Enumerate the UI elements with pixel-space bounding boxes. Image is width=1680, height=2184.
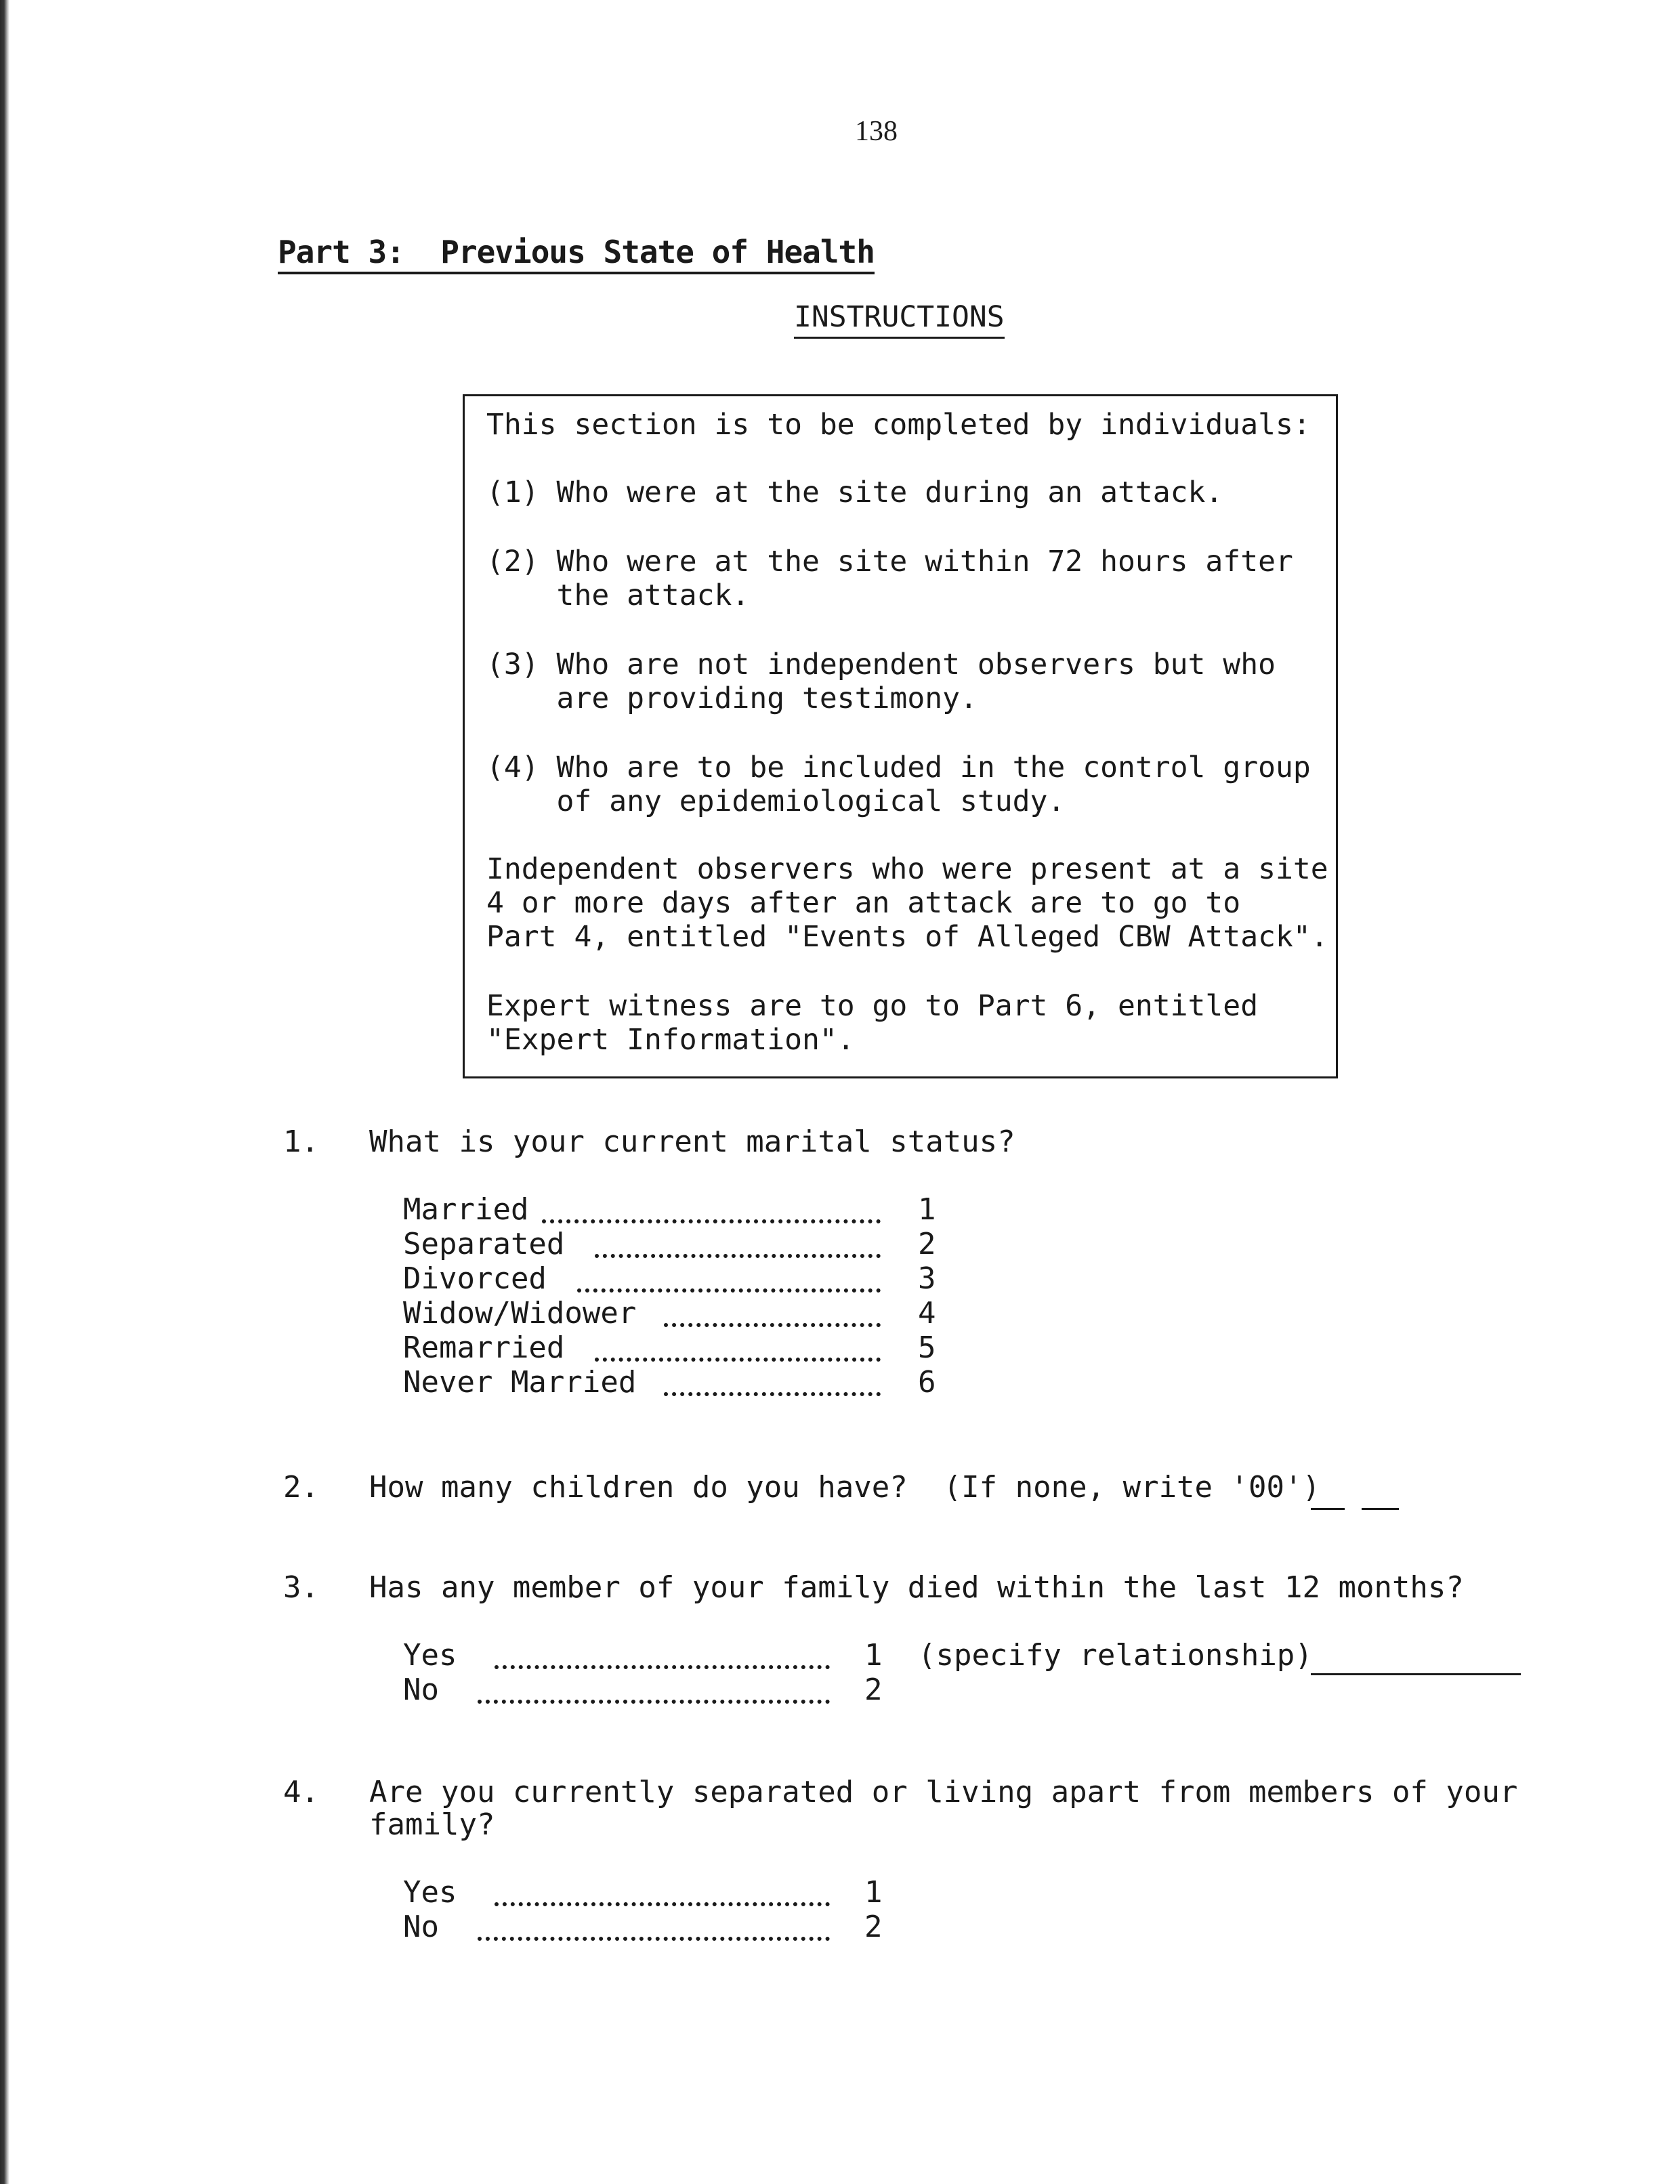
q4-leader-yes (495, 1902, 830, 1906)
q3-leader-yes (495, 1665, 830, 1669)
q4-leader-no (478, 1937, 830, 1941)
q1-code-never-married: 6 (918, 1365, 936, 1400)
instruction-item-2-cont: the attack. (486, 579, 750, 612)
q3-specify-relationship-line[interactable] (1311, 1673, 1521, 1675)
question-4-text-line-2: family? (369, 1807, 495, 1842)
q1-leader-married (542, 1219, 881, 1223)
q1-leader-separated (595, 1254, 881, 1258)
q1-option-married: Married (403, 1192, 529, 1227)
q1-code-widow-widower: 4 (918, 1296, 936, 1330)
question-1-number: 1. (283, 1125, 319, 1159)
question-4-number: 4. (283, 1775, 319, 1809)
q1-option-widow-widower: Widow/Widower (403, 1296, 637, 1330)
q4-option-yes: Yes (403, 1875, 457, 1910)
independent-note-line-3: Part 4, entitled "Events of Alleged CBW Attack". (486, 920, 1328, 954)
instruction-item-2: (2) Who were at the site within 72 hours after (486, 545, 1293, 579)
expert-note-line-2: "Expert Information". (486, 1023, 855, 1057)
q4-option-no: No (403, 1910, 439, 1944)
q4-code-yes: 1 (864, 1875, 883, 1910)
question-2-number: 2. (283, 1470, 319, 1505)
q1-leader-divorced (577, 1288, 881, 1293)
q1-code-married: 1 (918, 1192, 936, 1227)
q1-code-divorced: 3 (918, 1261, 936, 1296)
q1-code-separated: 2 (918, 1227, 936, 1261)
instructions-intro: This section is to be completed by individuals: (486, 408, 1311, 442)
q3-option-yes: Yes (403, 1638, 457, 1673)
q1-option-remarried: Remarried (403, 1330, 565, 1365)
children-count-blank-2[interactable] (1362, 1508, 1399, 1510)
q1-leader-widow-widower (664, 1323, 881, 1327)
q1-leader-remarried (595, 1358, 881, 1362)
instructions-heading: INSTRUCTIONS (794, 300, 1005, 339)
q1-leader-never-married (664, 1392, 881, 1396)
q4-code-no: 2 (864, 1910, 883, 1944)
independent-note-line-2: 4 or more days after an attack are to go to (486, 886, 1241, 920)
page-number: 138 (855, 116, 898, 147)
q1-code-remarried: 5 (918, 1330, 936, 1365)
question-4-text-line-1: Are you currently separated or living apart from members of your (369, 1775, 1518, 1809)
children-count-blank-1[interactable] (1311, 1508, 1345, 1510)
q3-specify-label: (specify relationship) (918, 1638, 1313, 1673)
independent-note-line-1: Independent observers who were present at a site (486, 852, 1328, 886)
q3-option-no: No (403, 1673, 439, 1707)
question-1-text: What is your current marital status? (369, 1125, 1015, 1159)
q3-code-yes: 1 (864, 1638, 883, 1673)
q3-leader-no (478, 1700, 830, 1704)
question-2-text: How many children do you have? (If none, write '00') (369, 1470, 1320, 1505)
scan-edge (0, 0, 9, 2184)
question-3-text: Has any member of your family died within the last 12 months? (369, 1570, 1464, 1605)
instruction-item-3-cont: are providing testimony. (486, 681, 978, 715)
instruction-item-4-cont: of any epidemiological study. (486, 784, 1066, 818)
instruction-item-4: (4) Who are to be included in the control group (486, 751, 1311, 784)
instruction-item-1: (1) Who were at the site during an attack. (486, 476, 1223, 509)
q3-code-no: 2 (864, 1673, 883, 1707)
part-title: Part 3: Previous State of Health (278, 234, 875, 274)
question-3-number: 3. (283, 1570, 319, 1605)
expert-note-line-1: Expert witness are to go to Part 6, entitled (486, 989, 1259, 1023)
q1-option-never-married: Never Married (403, 1365, 637, 1400)
q1-option-separated: Separated (403, 1227, 565, 1261)
instruction-item-3: (3) Who are not independent observers but who (486, 648, 1276, 681)
q1-option-divorced: Divorced (403, 1261, 547, 1296)
